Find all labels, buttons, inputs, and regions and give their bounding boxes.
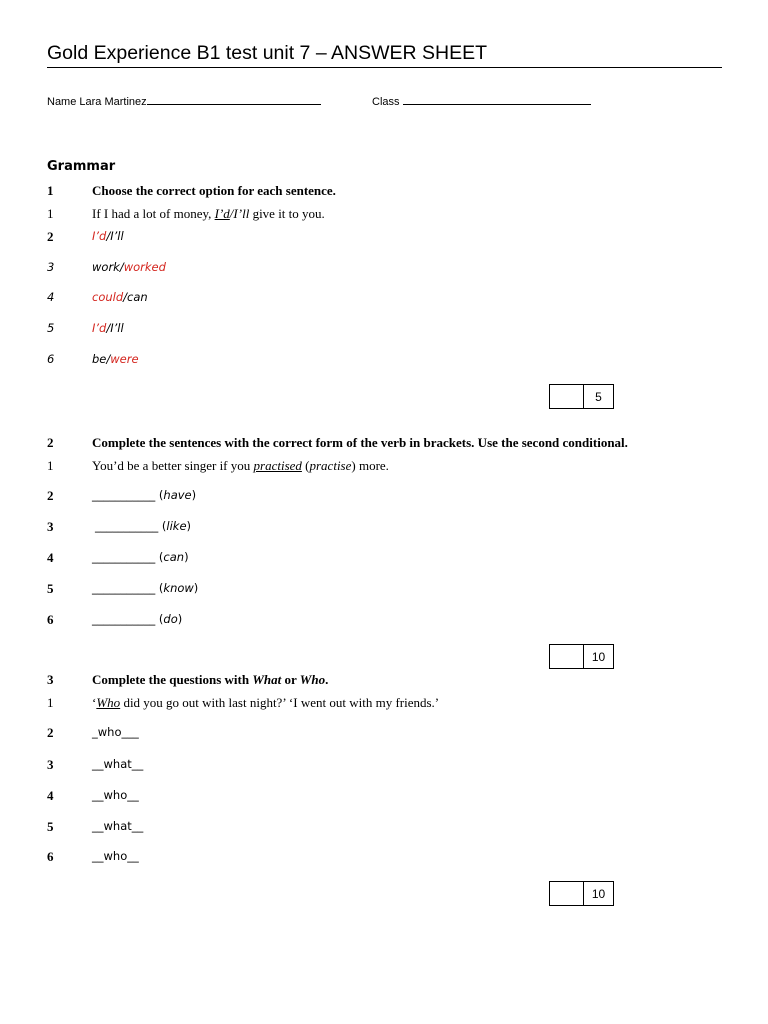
- open-quote: ‘: [92, 695, 97, 710]
- exercise-2-item: [92, 550, 189, 564]
- exercise-3-item-answer: __what__: [92, 819, 144, 833]
- exercise-2-item-number: 3: [47, 519, 54, 534]
- option-a: could: [92, 290, 124, 304]
- name-blank-line: [147, 94, 321, 105]
- option-b: I’ll: [110, 321, 124, 335]
- example-text-before: If I had a lot of money,: [92, 206, 215, 221]
- bracket-open: (: [301, 458, 310, 473]
- answer-blank[interactable]: ___________: [92, 581, 156, 595]
- exercise-2-number: 2: [47, 435, 54, 450]
- example-text-before: You’d be a better singer if you: [92, 458, 254, 473]
- score-total: 5: [595, 389, 602, 404]
- option-a: I’d: [92, 321, 107, 335]
- instruction-or: or: [281, 672, 300, 687]
- example-text-after: give it to you.: [249, 206, 325, 221]
- answer-blank[interactable]: ___________: [95, 519, 159, 533]
- option-slash: /: [106, 321, 111, 335]
- example-slash: /: [229, 206, 234, 221]
- bracket-close: ): [186, 519, 192, 533]
- bracket-close: ): [193, 581, 199, 595]
- exercise-1-item-number: 3: [47, 260, 55, 274]
- bracket-open: (: [155, 488, 164, 502]
- answer-blank[interactable]: ___________: [92, 488, 156, 502]
- answer-blank[interactable]: ___________: [92, 550, 156, 564]
- exercise-3-item-number: 5: [47, 819, 54, 834]
- exercise-3-item-answer: _who___: [92, 725, 139, 739]
- exercise-2-item: [92, 488, 196, 502]
- option-b: were: [110, 352, 139, 366]
- exercise-3-item-number: 6: [47, 849, 54, 864]
- example-choice-b: I’ll: [233, 206, 250, 221]
- verb: do: [163, 612, 178, 626]
- bracket-open: (: [155, 612, 164, 626]
- exercise-1-item-answer: [92, 260, 166, 274]
- bracket-open: (: [155, 550, 164, 564]
- exercise-1-item-number: 6: [47, 352, 55, 366]
- exercise-3-item-answer: __who__: [92, 788, 139, 802]
- exercise-2-item-number: 6: [47, 612, 54, 627]
- exercise-1-score-box: [549, 384, 614, 409]
- exercise-1-number: 1: [47, 183, 54, 198]
- exercise-3-item-answer: __what__: [92, 757, 144, 771]
- score-total: 10: [591, 886, 606, 901]
- option-slash: /: [106, 229, 111, 243]
- option-b: can: [127, 290, 148, 304]
- option-slash: /: [106, 352, 111, 366]
- exercise-2-example: [92, 458, 389, 474]
- score-entry-cell: [550, 882, 584, 905]
- score-entry-cell: [550, 385, 584, 408]
- exercise-2-item: [92, 581, 198, 595]
- exercise-3-score-box: [549, 881, 614, 906]
- verb: can: [163, 550, 185, 564]
- instruction-word-what: What: [252, 672, 282, 687]
- exercise-2-example-number: 1: [47, 458, 54, 473]
- option-a: I’d: [92, 229, 107, 243]
- name-field: [47, 94, 321, 108]
- bracket-close: ) more.: [351, 458, 389, 473]
- option-b: worked: [123, 260, 166, 274]
- exercise-1-item-number: 4: [47, 290, 55, 304]
- option-a: be: [92, 352, 107, 366]
- exercise-1-item-number: 5: [47, 321, 55, 335]
- score-entry-cell: [550, 645, 584, 668]
- exercise-3-item-answer: __who__: [92, 849, 139, 863]
- page-title: Gold Experience B1 test unit 7 – ANSWER SHEET: [47, 42, 488, 64]
- exercise-2-instruction: Complete the sentences with the correct form of the verb in brackets. Use the second conditional.: [92, 435, 628, 450]
- exercise-1-item-answer: [92, 352, 139, 366]
- exercise-1-instruction: Choose the correct option for each sentence.: [92, 183, 336, 198]
- exercise-1-item-number: 2: [47, 229, 54, 244]
- bracket-open: (: [158, 519, 167, 533]
- option-b: I’ll: [110, 229, 124, 243]
- example-answer: Who: [96, 695, 121, 710]
- exercise-2-item: [95, 519, 191, 533]
- exercise-2-item: [92, 612, 182, 626]
- instruction-word-who: Who: [299, 672, 326, 687]
- example-verb: practise: [309, 458, 352, 473]
- instruction-period: .: [325, 672, 329, 687]
- class-blank-line: [403, 94, 591, 105]
- exercise-3-item-number: 4: [47, 788, 54, 803]
- exercise-3-instruction: [92, 672, 328, 688]
- answer-blank[interactable]: ___________: [92, 612, 156, 626]
- exercise-2-score-box: [549, 644, 614, 669]
- exercise-2-item-number: 4: [47, 550, 54, 565]
- exercise-2-item-number: 2: [47, 488, 54, 503]
- option-slash: /: [119, 260, 124, 274]
- example-text-after: did you go out with last night?’ ‘I went out with my friends.’: [120, 695, 440, 710]
- section-heading: Grammar: [47, 159, 116, 174]
- verb: like: [166, 519, 187, 533]
- exercise-1-example-number: 1: [47, 206, 54, 221]
- class-label: Class: [372, 96, 400, 108]
- verb: have: [163, 488, 192, 502]
- exercise-1-example: [92, 206, 325, 222]
- bracket-close: ): [191, 488, 197, 502]
- bracket-open: (: [155, 581, 164, 595]
- verb: know: [163, 581, 194, 595]
- name-label: Name Lara Martinez: [47, 96, 147, 108]
- exercise-1-item-answer: [92, 290, 148, 304]
- bracket-close: ): [177, 612, 183, 626]
- example-answer: practised: [253, 458, 302, 473]
- exercise-3-item-number: 3: [47, 757, 54, 772]
- score-total: 10: [591, 649, 606, 664]
- exercise-3-example: [92, 695, 439, 711]
- exercise-1-item-answer: [92, 321, 124, 335]
- title-divider: [47, 67, 722, 68]
- exercise-3-number: 3: [47, 672, 54, 687]
- exercise-3-item-number: 2: [47, 725, 54, 740]
- bracket-close: ): [184, 550, 189, 564]
- instruction-text: Complete the questions with: [92, 672, 253, 687]
- option-a: work: [92, 260, 120, 274]
- class-field: [372, 94, 591, 108]
- option-slash: /: [123, 290, 128, 304]
- example-choice-a: I’d: [214, 206, 230, 221]
- exercise-2-item-number: 5: [47, 581, 54, 596]
- exercise-1-item-answer: [92, 229, 124, 243]
- exercise-3-example-number: 1: [47, 695, 54, 710]
